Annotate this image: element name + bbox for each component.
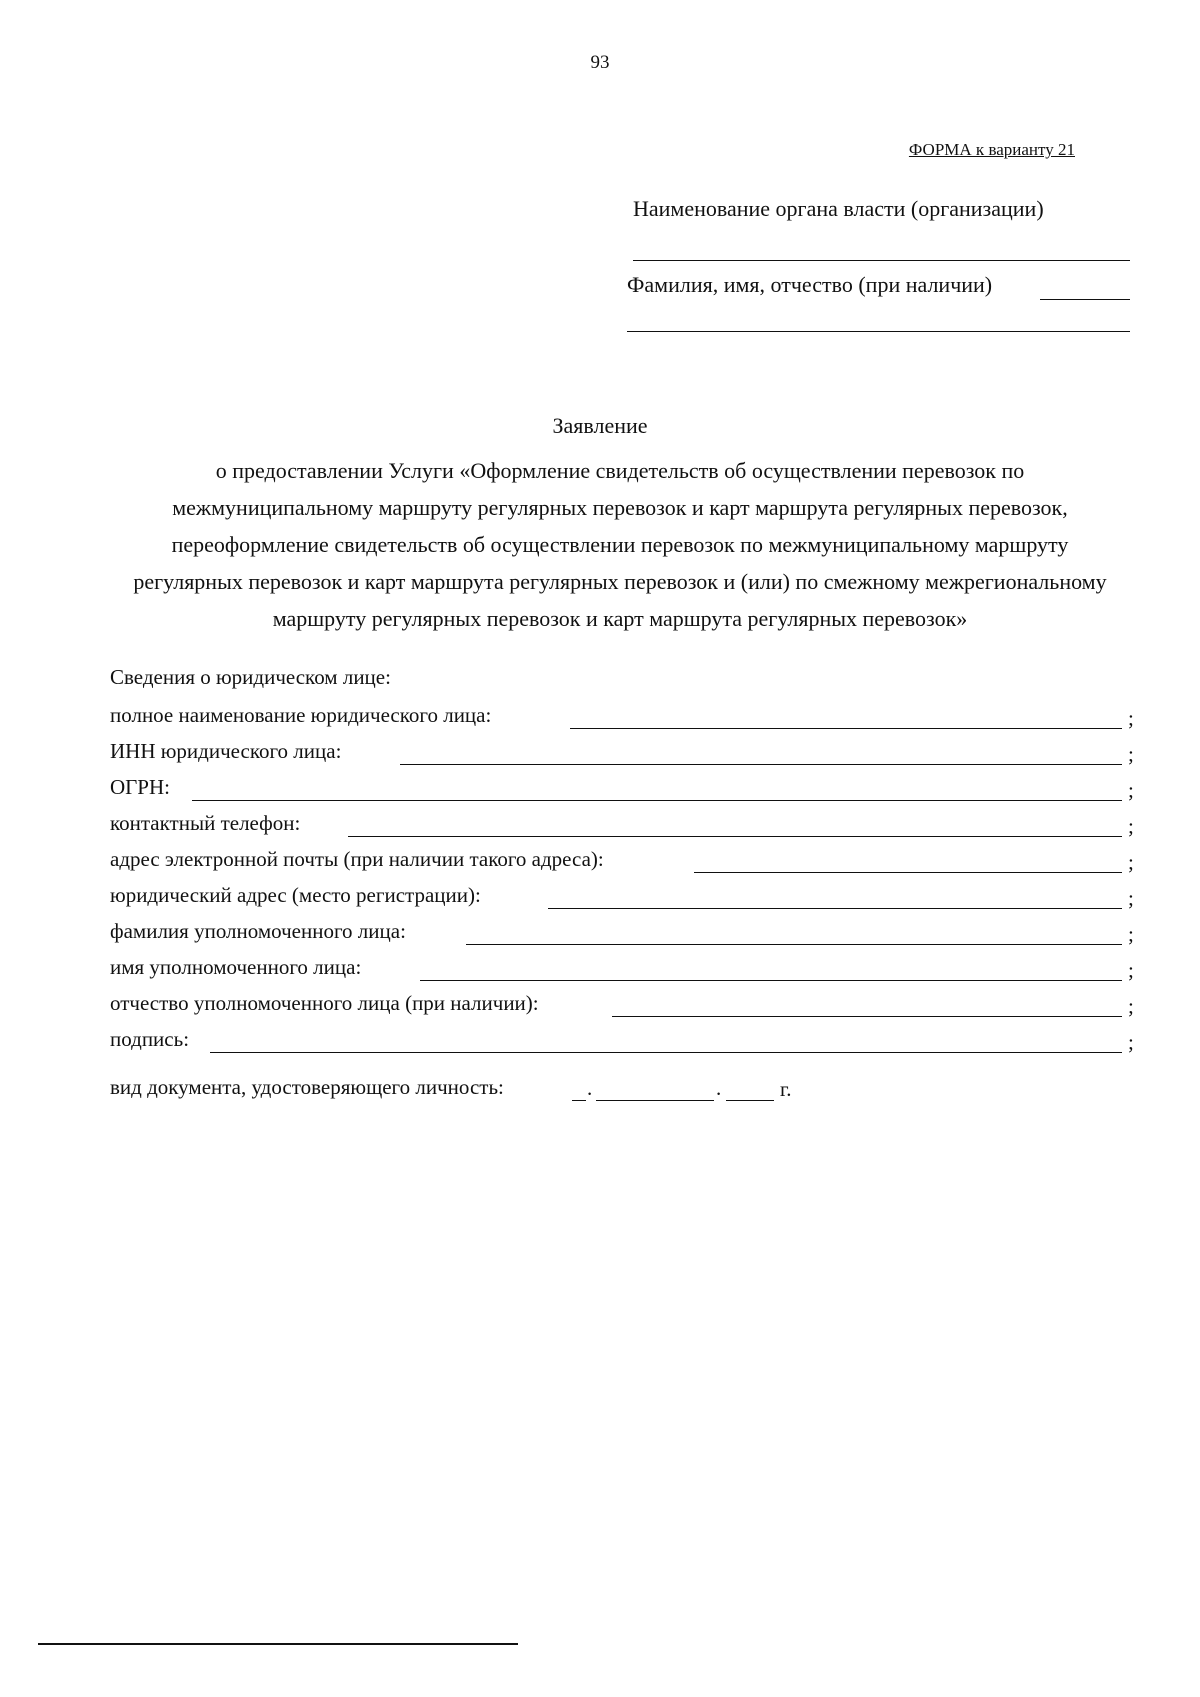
field-label-legal-address: юридический адрес (место регистрации):	[110, 883, 481, 907]
field-end-ogrn: ;	[1128, 778, 1134, 802]
page-number: 93	[590, 52, 610, 73]
date-separator-1: .	[587, 1076, 593, 1100]
fio-label: Фамилия, имя, отчество (при наличии)	[627, 272, 993, 297]
organization-input-line[interactable]	[633, 260, 1130, 261]
field-label-rep-name: имя уполномоченного лица:	[110, 955, 362, 979]
field-end-phone: ;	[1128, 814, 1134, 838]
field-label-ogrn: ОГРН:	[110, 775, 170, 799]
field-input-ogrn[interactable]	[192, 800, 1122, 801]
field-label-rep-surname: фамилия уполномоченного лица:	[110, 919, 406, 943]
document-description: о предоставлении Услуги «Оформление свидетельств об осуществлении перевозок по межмуниципальному маршруту регулярных перевозок и карт маршрута регулярных перевозок, переоформление свидетельств об осуществлении перевозок по межмуниципальному маршруту регулярных перевозок и карт маршрута регулярных перевозок и (или) по смежному межрегиональному маршруту регулярных перевозок и карт маршрута регулярных перевозок»	[133, 458, 1107, 631]
field-input-legal-address[interactable]	[548, 908, 1122, 909]
field-end-full-name: ;	[1128, 706, 1134, 730]
field-label-identity-document: вид документа, удостоверяющего личность:	[110, 1075, 504, 1099]
date-day-line[interactable]	[572, 1100, 586, 1101]
document-title: Заявление	[552, 413, 648, 438]
field-end-rep-name: ;	[1128, 958, 1134, 982]
field-input-inn[interactable]	[400, 764, 1122, 765]
date-separator-2: .	[716, 1076, 722, 1100]
fio-input-line-1[interactable]	[1040, 299, 1130, 300]
field-input-rep-patronymic[interactable]	[612, 1016, 1122, 1017]
field-input-rep-name[interactable]	[420, 980, 1122, 981]
field-end-signature: ;	[1128, 1030, 1134, 1054]
field-input-rep-surname[interactable]	[466, 944, 1122, 945]
field-input-signature[interactable]	[210, 1052, 1122, 1053]
field-label-phone: контактный телефон:	[110, 811, 301, 835]
section-heading: Сведения о юридическом лице:	[110, 665, 391, 689]
field-input-full-name[interactable]	[570, 728, 1122, 729]
field-end-legal-address: ;	[1128, 886, 1134, 910]
organization-label: Наименование органа власти (организации)	[633, 196, 1044, 221]
date-month-line[interactable]	[596, 1100, 714, 1101]
footnote-separator	[38, 1643, 518, 1645]
form-reference: ФОРМА к варианту 21	[908, 140, 1075, 159]
date-year-line[interactable]	[726, 1100, 774, 1101]
field-end-email: ;	[1128, 850, 1134, 874]
field-end-rep-patronymic: ;	[1128, 994, 1134, 1018]
field-input-phone[interactable]	[348, 836, 1122, 837]
field-end-inn: ;	[1128, 742, 1134, 766]
date-year-suffix: г.	[780, 1077, 792, 1101]
field-input-email[interactable]	[694, 872, 1122, 873]
fio-input-line-2[interactable]	[627, 331, 1130, 332]
field-label-rep-patronymic: отчество уполномоченного лица (при наличии):	[110, 991, 539, 1015]
field-label-inn: ИНН юридического лица:	[110, 739, 342, 763]
field-label-full-name: полное наименование юридического лица:	[110, 703, 492, 727]
field-end-rep-surname: ;	[1128, 922, 1134, 946]
field-label-signature: подпись:	[110, 1027, 190, 1051]
field-label-email: адрес электронной почты (при наличии такого адреса):	[110, 847, 604, 871]
